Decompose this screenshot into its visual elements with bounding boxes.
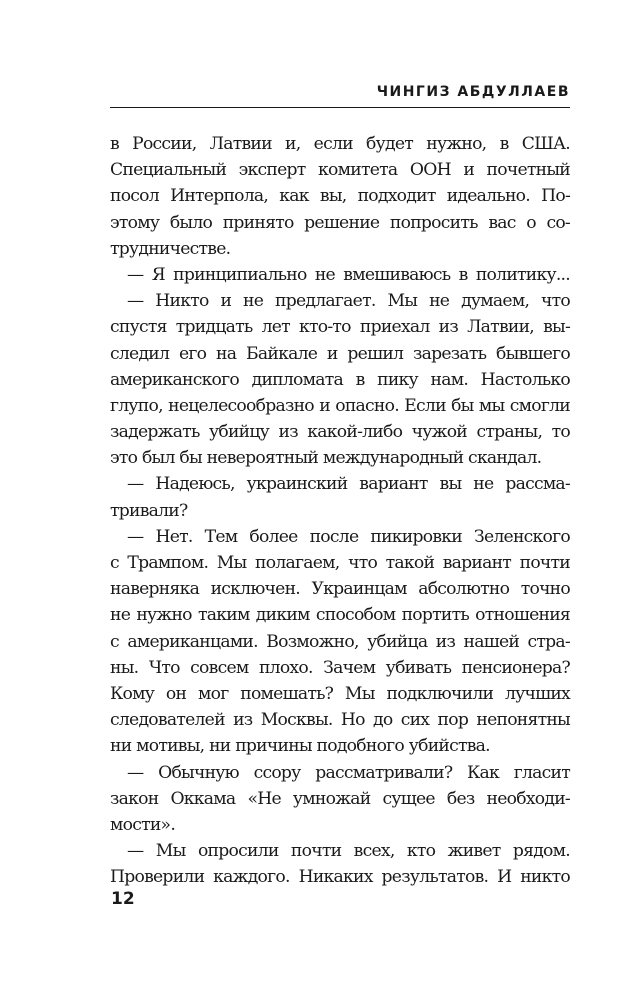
- text-line: американского дипломата в пику нам. Настолько: [110, 369, 570, 390]
- running-header: ЧИНГИЗ АБДУЛЛАЕВ: [376, 84, 570, 100]
- text-line: спустя тридцать лет кто-то приехал из Латвии, вы-: [110, 317, 570, 338]
- text-line: Специальный эксперт комитета ООН и почетный: [110, 160, 570, 181]
- text-line: мости».: [110, 814, 176, 835]
- header-rule: [110, 107, 570, 108]
- text-line: с американцами. Возможно, убийца из нашей стра-: [110, 631, 570, 652]
- text-line: Кому он мог помешать? Мы подключили лучших: [110, 683, 570, 704]
- text-line: — Мы опросили почти всех, кто живет рядом.: [127, 841, 570, 862]
- text-line: тривали?: [110, 500, 188, 521]
- text-line: с Трампом. Мы полагаем, что такой вариант почти: [110, 553, 570, 573]
- text-line: — Надеюсь, украинский вариант вы не рассма-: [127, 474, 570, 495]
- text-line: ни мотивы, ни причины подобного убийства.: [110, 736, 490, 757]
- text-line: следил его на Байкале и решил зарезать бывшего: [110, 343, 570, 364]
- text-line: — Я принципиально не вмешиваюсь в политику...: [127, 264, 570, 285]
- text-line: этому было принято решение попросить вас о со-: [110, 212, 570, 233]
- text-line: не нужно таким диким способом портить отношения: [110, 605, 570, 626]
- text-line: задержать убийцу из какой-либо чужой страны, то: [110, 422, 570, 443]
- text-line: посол Интерпола, как вы, подходит идеально. По-: [110, 186, 570, 207]
- text-line: это был бы невероятный международный скандал.: [110, 448, 542, 469]
- text-line: в России, Латвии и, если будет нужно, в США.: [110, 134, 570, 154]
- text-line: глупо, нецелесообразно и опасно. Если бы мы смогли: [110, 395, 570, 416]
- text-line: наверняка исключен. Украинцам абсолютно точно: [110, 579, 570, 600]
- text-line: — Обычную ссору рассматривали? Как гласит: [127, 762, 570, 783]
- text-line: закон Оккама «Не умножай сущее без необходи-: [110, 788, 570, 809]
- body-text: [110, 131, 570, 890]
- text-line: — Никто и не предлагает. Мы не думаем, что: [127, 291, 570, 312]
- text-line: — Нет. Тем более после пикировки Зеленского: [127, 526, 570, 547]
- text-line: следователей из Москвы. Но до сих пор непонятны: [110, 710, 570, 731]
- text-line: ны. Что совсем плохо. Зачем убивать пенсионера?: [110, 657, 570, 678]
- text-line: трудничестве.: [110, 238, 231, 259]
- page-number: 12: [111, 889, 135, 909]
- text-line: Проверили каждого. Никаких результатов. И никто: [110, 867, 570, 888]
